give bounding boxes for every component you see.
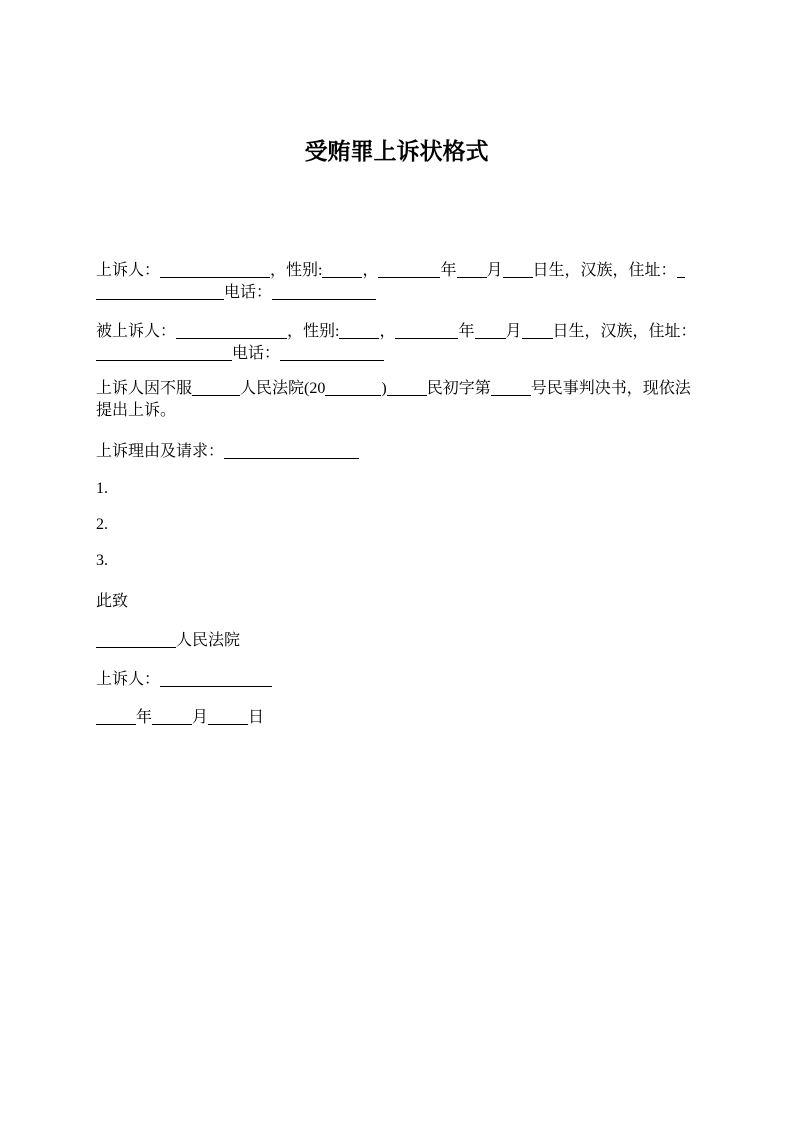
signature-label: 上诉人： [96, 671, 161, 688]
case-court-code-blank [387, 395, 427, 396]
date-year-label: 年 [136, 709, 153, 726]
date-month-label: 月 [192, 709, 209, 726]
case-year-blank [325, 395, 381, 396]
appellant-line-continued [96, 282, 376, 304]
appellee-birth-day-blank [522, 338, 553, 339]
appeal-statement-part4: 民初字第 [426, 380, 491, 397]
appellant-name-blank [160, 277, 270, 278]
recipient-court-line [96, 630, 240, 652]
date-day-label: 日 [248, 709, 265, 726]
signature-blank [160, 686, 272, 687]
appeal-statement-line [96, 378, 691, 400]
appellant-year-label: 年 [440, 262, 457, 279]
appeal-statement-part3: ) [381, 380, 387, 397]
appeal-statement-continuation: 提出上诉。 [96, 402, 177, 419]
appellant-comma: ， [362, 262, 379, 279]
date-year-blank [96, 724, 136, 725]
appellant-address-blank-start [677, 277, 685, 278]
date-day-blank [208, 724, 248, 725]
appellant-gender-blank [322, 277, 362, 278]
appellant-month-label: 月 [486, 262, 503, 279]
appellant-phone-blank [272, 299, 376, 300]
appellant-phone-label: 电话： [224, 284, 273, 301]
appellee-label: 被上诉人： [96, 323, 177, 340]
recipient-court-blank [96, 647, 176, 648]
appellant-gender-label: ，性别: [270, 262, 323, 279]
appeal-statement-part5: 号民事判决书，现依法 [530, 380, 691, 397]
appellant-birth-day-blank [503, 277, 533, 278]
appellee-gender-blank [339, 338, 379, 339]
appellee-comma: ， [379, 323, 396, 340]
grounds-item: 2. [96, 516, 108, 533]
case-number-blank [491, 395, 531, 396]
appellant-birth-year-blank [378, 277, 440, 278]
appellee-birth-month-blank [475, 338, 506, 339]
grounds-item: 1. [96, 480, 108, 497]
appellee-line [96, 321, 697, 343]
document-title: 受贿罪上诉状格式 [304, 139, 489, 165]
appellant-birth-month-blank [457, 277, 487, 278]
appellant-born-ethnicity-address-label: 日生，汉族，住址： [532, 262, 677, 279]
appellant-label: 上诉人： [96, 262, 161, 279]
appellant-address-blank [96, 299, 224, 300]
appellee-address-blank [96, 360, 232, 361]
appellee-gender-label: ，性别: [287, 323, 340, 340]
appeal-statement-part1: 上诉人因不服 [96, 380, 193, 397]
appellee-month-label: 月 [505, 323, 522, 340]
appellee-phone-label: 电话： [232, 345, 281, 362]
date-line [96, 707, 264, 729]
appellant-line [96, 260, 685, 282]
appeal-statement-part2: 人民法院(20 [240, 380, 326, 397]
appellee-born-ethnicity-address-label: 日生，汉族，住址： [552, 323, 697, 340]
appellee-birth-year-blank [395, 338, 458, 339]
salutation: 此致 [96, 593, 129, 610]
grounds-item: 3. [96, 552, 108, 569]
grounds-blank [224, 458, 359, 459]
appellee-name-blank [176, 338, 287, 339]
grounds-label: 上诉理由及请求： [96, 443, 225, 460]
signature-line [96, 669, 272, 691]
court-name-blank [192, 395, 240, 396]
appellee-year-label: 年 [458, 323, 475, 340]
date-month-blank [152, 724, 192, 725]
appellee-line-continued [96, 343, 384, 365]
grounds-line [96, 441, 359, 463]
appellee-phone-blank [280, 360, 384, 361]
court-suffix: 人民法院 [176, 632, 241, 649]
